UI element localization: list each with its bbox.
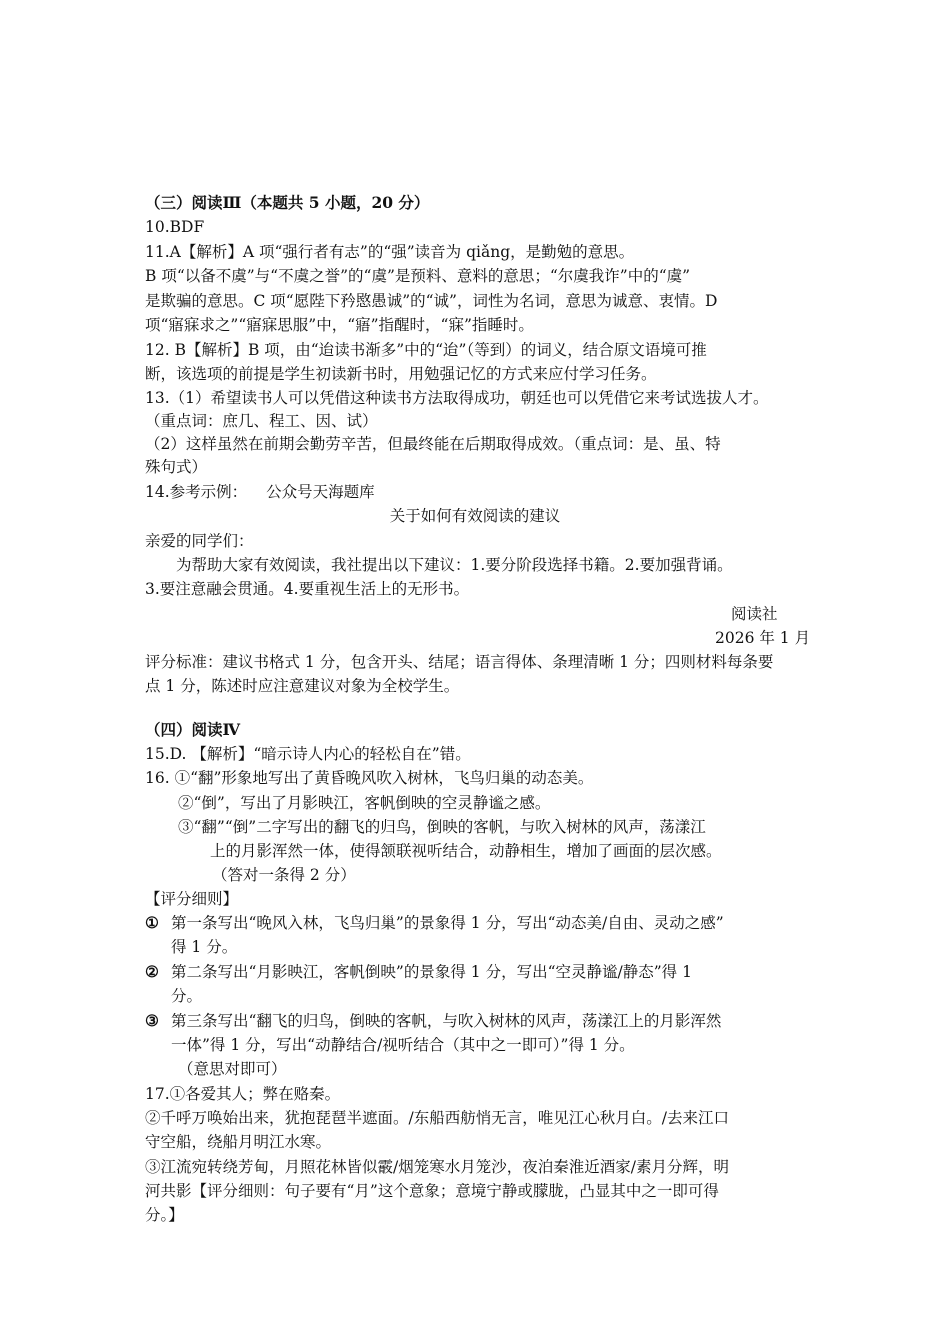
q10-answer: 10.BDF — [145, 218, 205, 236]
rubric-item-2-line-2: 分。 — [171, 987, 203, 1005]
letter-title: 关于如何有效阅读的建议 — [389, 507, 561, 525]
rubric-mark-3: ③ — [145, 1011, 159, 1030]
watermark-text: 公众号天海题库 — [266, 483, 375, 501]
q17-line-1: 17.①各爱其人；弊在赂秦。 — [145, 1085, 341, 1103]
q17-line-6: 分。】 — [145, 1206, 184, 1224]
q16-note: （答对一条得 2 分） — [212, 866, 356, 884]
rubric-mark-1: ① — [145, 913, 159, 932]
rubric-item-1-line-1: ① 第一条写出“晚风入林，飞鸟归巢”的景象得 1 分，写出“动态美/自由、灵动之感” — [145, 913, 724, 932]
q14-scoring-line-1: 评分标准：建议书格式 1 分，包含开头、结尾；语言得体、条理清晰 1 分；四则材料每条要 — [145, 653, 774, 671]
letter-body-line-2: 3.要注意融会贯通。4.要重视生活上的无形书。 — [145, 580, 470, 598]
q11-line-3: 是欺骗的意思。C 项“愿陛下矜愍愚诚”的“诚”，词性为名词，意思为诚意、衷情。D — [145, 292, 718, 310]
letter-signature: 阅读社 — [731, 605, 778, 623]
q15-answer: 15.D. 【解析】“暗示诗人内心的轻松自在”错。 — [145, 745, 471, 763]
q11-line-2: B 项“以备不虞”与“不虞之誉”的“虞”是预料、意料的意思；“尔虞我诈”中的“虞” — [145, 267, 691, 285]
q12-line-2: 断，该选项的前提是学生初读新书时，用勉强记忆的方式来应付学习任务。 — [145, 365, 657, 383]
q12-line-1: 12. B【解析】B 项，由“迨读书渐多”中的“迨”（等到）的词义，结合原文语境可推 — [145, 341, 707, 359]
letter-body-line-1: 为帮助大家有效阅读，我社提出以下建议：1.要分阶段选择书籍。2.要加强背诵。 — [176, 556, 733, 574]
q11-line-1: 11.A【解析】A 项“强行者有志”的“强”读音为 qiǎng，是勤勉的意思。 — [145, 243, 635, 261]
rubric-item-1-line-2: 得 1 分。 — [171, 938, 238, 956]
q11-line-4: 项“寤寐求之”“寤寐思服”中，“寤”指醒时，“寐”指睡时。 — [145, 316, 534, 334]
q17-line-4: ③江流宛转绕芳甸，月照花林皆似霰/烟笼寒水月笼沙，夜泊秦淮近酒家/素月分辉，明 — [145, 1158, 729, 1176]
q16-line-1: 16. ①“翻”形象地写出了黄昏晚风吹入树林，飞鸟归巢的动态美。 — [145, 769, 594, 787]
rubric-heading: 【评分细则】 — [145, 890, 239, 908]
q13-line-3: （2）这样虽然在前期会勤劳辛苦，但最终能在后期取得成效。（重点词：是、虽、特 — [145, 435, 721, 453]
section-3-heading: （三）阅读Ⅲ（本题共 5 小题，20 分） — [145, 193, 430, 212]
q13-line-1: 13.（1）希望读书人可以凭借这种读书方法取得成功，朝廷也可以凭借它来考试选拔人才。 — [145, 389, 769, 407]
q17-line-2: ②千呼万唤始出来，犹抱琵琶半遮面。/东船西舫悄无言，唯见江心秋月白。/去来江口 — [145, 1109, 729, 1127]
rubric-mark-2: ② — [145, 962, 159, 981]
section-4-heading: （四）阅读Ⅳ — [145, 720, 241, 739]
rubric-item-2-line-1: ② 第二条写出“月影映江，客帆倒映”的景象得 1 分，写出“空灵静谧/静态”得 1 — [145, 962, 692, 981]
rubric-note: （意思对即可） — [178, 1060, 287, 1078]
q16-line-3: ③“翻”“倒”二字写出的翻飞的归鸟，倒映的客帆，与吹入树林的风声，荡漾江 — [178, 818, 706, 836]
q16-line-4: 上的月影浑然一体，使得颔联视听结合，动静相生，增加了画面的层次感。 — [210, 842, 722, 860]
q14-intro — [145, 481, 375, 503]
letter-greeting: 亲爱的同学们： — [145, 532, 254, 550]
q13-line-2: （重点词：庶几、程工、因、试） — [145, 412, 378, 430]
q14-intro-label: 14.参考示例： — [145, 483, 248, 501]
q13-line-4: 殊句式） — [145, 458, 208, 476]
rubric-item-3-line-1: ③ 第三条写出“翻飞的归鸟，倒映的客帆，与吹入树林的风声，荡漾江上的月影浑然 — [145, 1011, 722, 1030]
q16-line-2: ②“倒”，写出了月影映江，客帆倒映的空灵静谧之感。 — [178, 794, 551, 812]
q17-line-5: 河共影【评分细则：句子要有“月”这个意象；意境宁静或朦胧，凸显其中之一即可得 — [145, 1182, 719, 1200]
letter-date: 2026 年 1 月 — [715, 629, 811, 647]
q14-scoring-line-2: 点 1 分，陈述时应注意建议对象为全校学生。 — [145, 677, 460, 695]
rubric-item-3-line-2: 一体”得 1 分，写出“动静结合/视听结合（其中之一即可）”得 1 分。 — [171, 1036, 635, 1054]
q17-line-3: 守空船，绕船月明江水寒。 — [145, 1133, 332, 1151]
